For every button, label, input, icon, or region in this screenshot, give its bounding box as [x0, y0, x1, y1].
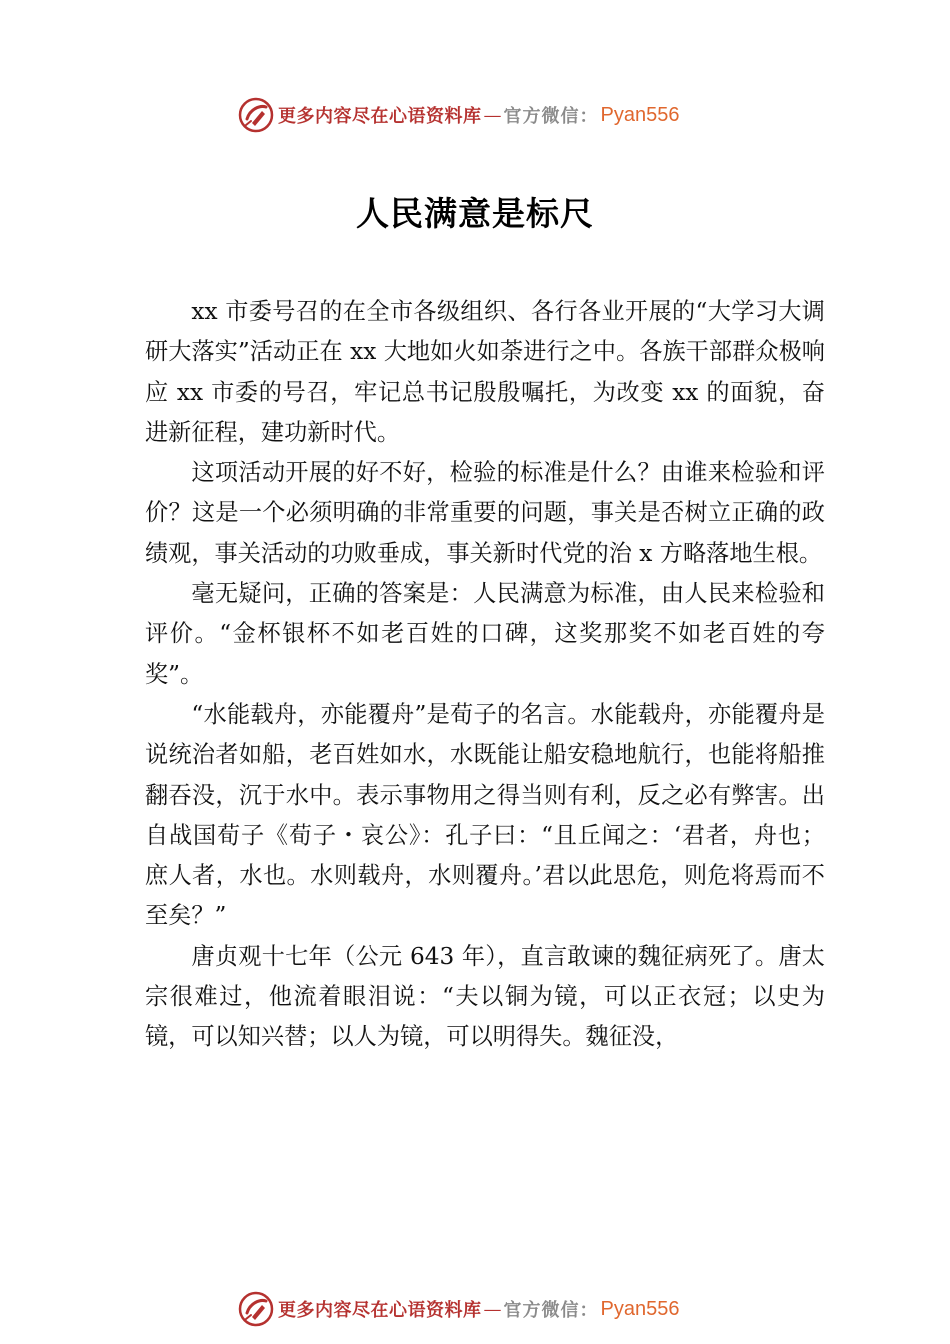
paragraph: 毫无疑问，正确的答案是：人民满意为标准，由人民来检验和评价。“金杯银杯不如老百姓的口碑，这奖那奖不如老百姓的夸奖”。	[145, 580, 825, 688]
paragraph: 唐贞观十七年（公元 643 年），直言敢谏的魏征病死了。唐太宗很难过，他流着眼泪说：“夫以铜为镜，可以正衣冠；以史为镜，可以知兴替；以人为镜，可以明得失。魏征没，	[145, 942, 825, 1051]
banner-separator: —	[483, 1298, 502, 1320]
paragraph: 这项活动开展的好不好，检验的标准是什么？由谁来检验和评价？这是一个必须明确的非常重要的问题，事关是否树立正确的政绩观，事关活动的功败垂成，事关新时代党的治 x 方略落地生根。	[145, 459, 825, 567]
header-banner	[238, 95, 679, 135]
document-body	[145, 292, 825, 1058]
paragraph: “水能载舟，亦能覆舟”是荀子的名言。水能载舟，亦能覆舟是说统治者如船，老百姓如水，水既能让船安稳地航行，也能将船推翻吞没，沉于水中。表示事物用之得当则有利，反之必有弊害。出自战国荀子《荀子・哀公》：孔子曰：“且丘闻之：‘君者，舟也；庶人者，水也。水则载舟，水则覆舟。’君以此思危，则危将焉而不至矣？”	[145, 700, 825, 930]
footer-banner	[238, 1289, 679, 1329]
banner-label: 官方微信：	[503, 106, 599, 127]
brand-logo-icon	[238, 97, 274, 133]
brand-logo-icon	[238, 1291, 274, 1327]
banner-text: 更多内容尽在心语资料库	[278, 106, 482, 127]
banner-label: 官方微信：	[503, 1300, 599, 1321]
page-title: 人民满意是标尺	[356, 194, 594, 233]
banner-separator: —	[483, 104, 502, 126]
banner-handle: Pyan556	[600, 1297, 680, 1320]
banner-text: 更多内容尽在心语资料库	[278, 1300, 482, 1321]
paragraph: xx 市委号召的在全市各级组织、各行各业开展的“大学习大调研大落实”活动正在 xx 大地如火如荼进行之中。各族干部群众极响应 xx 市委的号召，牢记总书记殷殷嘱托，为改变 xx 的面貌，奋进新征程，建功新时代。	[145, 298, 825, 446]
banner-handle: Pyan556	[600, 103, 680, 126]
